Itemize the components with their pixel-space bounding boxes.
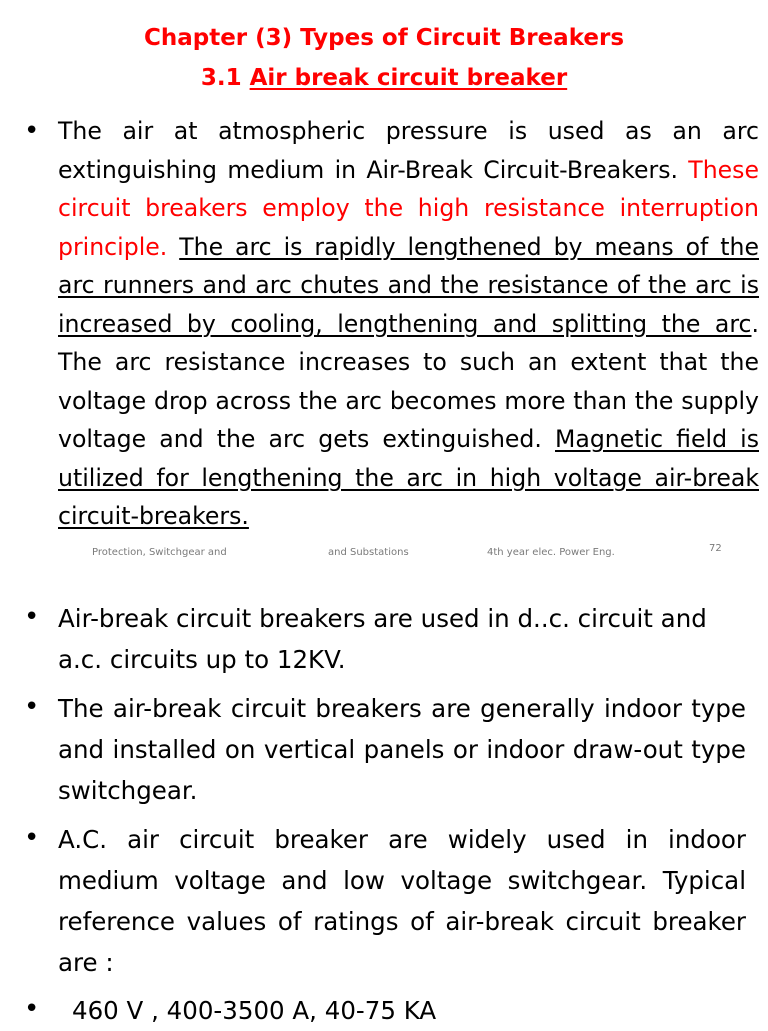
highlighted-text: These circuit breakers employ the high resistance interruption principle. [58, 155, 759, 261]
underlined-text: The arc is rapidly lengthened by means of the arc runners and arc chutes and the resistance of the arc is increased by cooling, lengthening and splitting the arc [58, 232, 759, 338]
bullet-marker: • [24, 116, 40, 146]
bullet-marker: • [24, 823, 40, 853]
section-title: Air break circuit breaker [249, 65, 568, 91]
paragraph-air-break-principle [58, 112, 759, 536]
chapter-title: Chapter (3) Types of Circuit Breakers [143, 25, 625, 51]
paragraph-installation: The air-break circuit breakers are generally indoor type and installed on vertical panels or indoor draw-out type switchgear. [58, 694, 746, 805]
underlined-text: Magnetic field is utilized for lengthening the arc in high voltage air-break circuit-breakers. [58, 425, 759, 530]
paragraph-text: . The arc resistance increases to such an extent that the voltage drop across the arc becomes more than the supply voltage and the arc gets extinguished. [58, 309, 759, 453]
ratings-values: 460 V , 400-3500 A, 40-75 KA [72, 996, 437, 1025]
paragraph-usage: Air-break circuit breakers are used in d..c. circuit and a.c. circuits up to 12KV. [58, 604, 707, 674]
paragraph-ratings-intro: A.C. air circuit breaker are widely used in indoor medium voltage and low voltage switchgear. Typical reference values of ratings of air-break circuit breaker are : [58, 825, 746, 977]
footer-middle: and Substations [328, 547, 409, 558]
bullet-marker: • [24, 602, 40, 632]
section-heading [0, 59, 768, 97]
page-number: 72 [709, 543, 722, 554]
footer-left: Protection, Switchgear and [92, 547, 227, 558]
bullet-marker: • [24, 994, 40, 1024]
bullet-marker: • [24, 692, 40, 722]
footer-right: 4th year elec. Power Eng. [487, 547, 615, 558]
section-number: 3.1 [200, 65, 242, 91]
paragraph-text: The air at atmospheric pressure is used as an arc extinguishing medium in Air-Break Circuit-Breakers. [58, 117, 759, 184]
